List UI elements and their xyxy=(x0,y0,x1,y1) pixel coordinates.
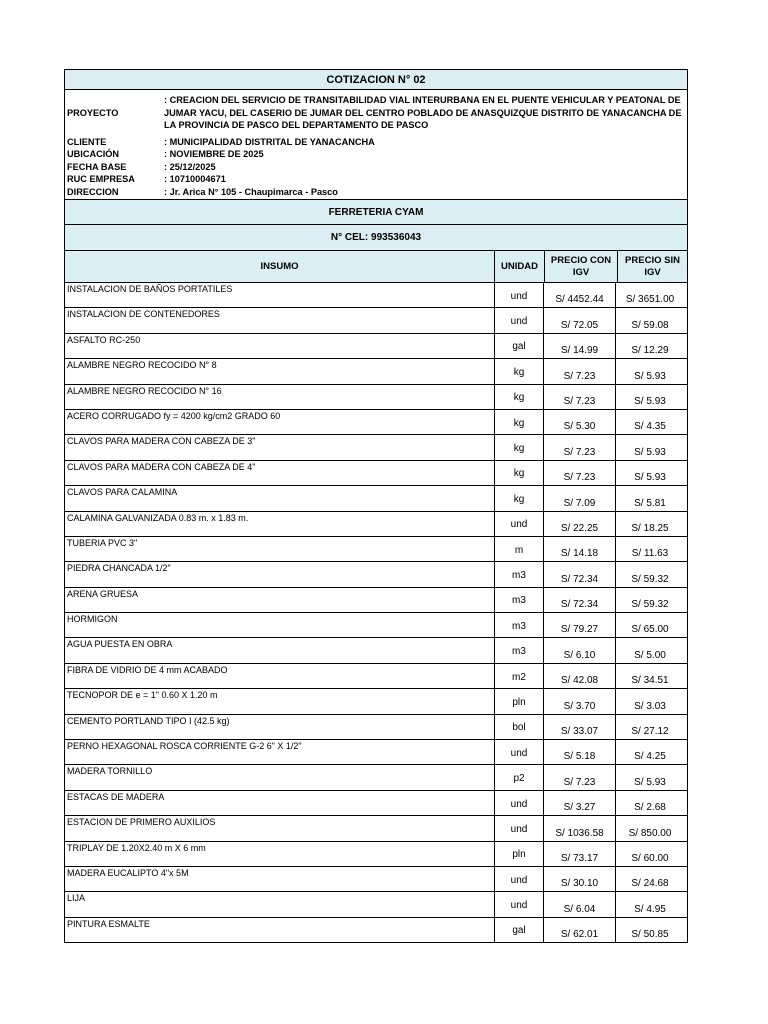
item-unidad: und xyxy=(494,816,543,840)
item-precio-con-igv: S/ 62.01 xyxy=(543,918,615,942)
item-precio-sin-igv: S/ 59.32 xyxy=(615,562,684,586)
fecha-label: FECHA BASE xyxy=(67,161,127,172)
item-insumo: ESTACION DE PRIMERO AUXILIOS xyxy=(67,817,216,828)
header-precio-sin-igv: PRECIO SIN IGV xyxy=(617,251,687,282)
fecha-value: : 25/12/2025 xyxy=(164,161,216,172)
info-row-cliente xyxy=(67,136,685,149)
table-row xyxy=(65,334,687,359)
ubicacion-label: UBICACIÓN xyxy=(67,149,120,159)
quotation-title: COTIZACION N° 02 xyxy=(65,69,687,90)
item-unidad: kg xyxy=(494,385,543,409)
item-unidad: und xyxy=(494,791,543,815)
item-insumo: ESTACAS DE MADERA xyxy=(67,791,165,802)
item-unidad: und xyxy=(494,283,543,307)
item-precio-con-igv: S/ 14.99 xyxy=(543,334,615,358)
info-row-ubicacion xyxy=(67,148,685,161)
item-unidad: pln xyxy=(494,842,543,866)
direccion-label: DIRECCION xyxy=(67,186,119,197)
item-precio-con-igv: S/ 22.25 xyxy=(543,512,615,536)
item-precio-sin-igv: S/ 59.08 xyxy=(615,308,684,332)
item-precio-sin-igv: S/ 5.93 xyxy=(615,359,684,383)
item-unidad: und xyxy=(494,512,543,536)
item-precio-con-igv: S/ 14.18 xyxy=(543,537,615,561)
table-row xyxy=(65,537,687,562)
item-unidad: m2 xyxy=(494,664,543,688)
item-unidad: kg xyxy=(494,486,543,510)
item-precio-con-igv: S/ 6.04 xyxy=(543,892,615,916)
table-row xyxy=(65,283,687,308)
item-insumo: TECNOPOR DE e = 1" 0.60 X 1.20 m xyxy=(67,690,218,701)
table-row xyxy=(65,867,687,892)
item-unidad: m xyxy=(494,537,543,561)
item-unidad: pln xyxy=(494,689,543,713)
header-unidad: UNIDAD xyxy=(494,251,544,282)
item-insumo: CLAVOS PARA CALAMINA xyxy=(67,487,178,498)
proyecto-label: PROYECTO xyxy=(67,107,119,118)
table-header xyxy=(65,251,687,283)
item-unidad: m3 xyxy=(494,562,543,586)
item-unidad: m3 xyxy=(494,588,543,612)
item-precio-sin-igv: S/ 3651.00 xyxy=(615,283,684,307)
company-name: FERRETERIA CYAM xyxy=(65,199,687,224)
table-row xyxy=(65,410,687,435)
table-row xyxy=(65,308,687,333)
item-insumo: ACERO CORRUGADO fy = 4200 kg/cm2 GRADO 60 xyxy=(67,410,281,421)
item-insumo: TRIPLAY DE 1.20X2.40 m X 6 mm xyxy=(67,842,206,853)
item-insumo: MADERA TORNILLO xyxy=(67,766,153,777)
table-row xyxy=(65,842,687,867)
table-row xyxy=(65,385,687,410)
item-unidad: m3 xyxy=(494,638,543,662)
table-row xyxy=(65,765,687,790)
project-info xyxy=(65,90,687,199)
item-precio-sin-igv: S/ 5.93 xyxy=(615,435,684,459)
info-row-direccion xyxy=(67,186,685,199)
table-row xyxy=(65,689,687,714)
item-insumo: ALAMBRE NEGRO RECOCIDO N° 8 xyxy=(67,360,217,371)
item-precio-sin-igv: S/ 34.51 xyxy=(615,664,684,688)
ubicacion-value: : NOVIEMBRE DE 2025 xyxy=(164,149,264,159)
item-precio-sin-igv: S/ 5.81 xyxy=(615,486,684,510)
table-row xyxy=(65,715,687,740)
item-insumo: CALAMINA GALVANIZADA 0.83 m. x 1.83 m. xyxy=(67,512,249,523)
item-insumo: INSTALACION DE BAÑOS PORTATILES xyxy=(67,284,233,294)
item-precio-sin-igv: S/ 4.95 xyxy=(615,892,684,916)
item-insumo: PINTURA ESMALTE xyxy=(67,918,150,929)
table-row xyxy=(65,461,687,486)
item-precio-sin-igv: S/ 5.93 xyxy=(615,765,684,789)
item-unidad: kg xyxy=(494,435,543,459)
item-precio-con-igv: S/ 30.10 xyxy=(543,867,615,891)
item-insumo: HORMIGON xyxy=(67,614,118,625)
item-precio-con-igv: S/ 4452.44 xyxy=(543,283,615,307)
item-unidad: und xyxy=(494,892,543,916)
item-precio-con-igv: S/ 7.23 xyxy=(543,385,615,409)
header-precio-con-igv: PRECIO CON IGV xyxy=(544,251,617,282)
item-precio-sin-igv: S/ 18.25 xyxy=(615,512,684,536)
item-precio-sin-igv: S/ 850.00 xyxy=(615,816,684,840)
item-precio-con-igv: S/ 33.07 xyxy=(543,715,615,739)
item-precio-con-igv: S/ 7.23 xyxy=(543,461,615,485)
table-row xyxy=(65,816,687,841)
item-precio-con-igv: S/ 72.05 xyxy=(543,308,615,332)
item-insumo: ALAMBRE NEGRO RECOCIDO N° 16 xyxy=(67,385,222,396)
item-insumo: FIBRA DE VIDRIO DE 4 mm ACABADO xyxy=(67,664,228,675)
item-precio-con-igv: S/ 7.23 xyxy=(543,359,615,383)
direccion-value: : Jr. Arica N° 105 - Chaupimarca - Pasco xyxy=(164,186,338,197)
item-precio-sin-igv: S/ 11.63 xyxy=(615,537,684,561)
item-insumo: TUBERIA PVC 3" xyxy=(67,537,138,548)
item-precio-sin-igv: S/ 3.03 xyxy=(615,689,684,713)
item-precio-sin-igv: S/ 2.68 xyxy=(615,791,684,815)
item-unidad: und xyxy=(494,867,543,891)
proyecto-value: : CREACION DEL SERVICIO DE TRANSITABILIDAD VIAL INTERURBANA EN EL PUENTE VEHICULAR Y PEATONAL DE JUMAR YACU, DEL CASERIO DE JUMAR DEL CENTRO POBLADO DE ANASQUIZQUE DISTRITO DE YANACANCHA DE LA PROVINCIA DE PASCO DEL DEPARTAMENTO DE PASCO xyxy=(164,95,682,130)
item-insumo: ASFALTO RC-250 xyxy=(67,334,141,345)
item-precio-sin-igv: S/ 5.00 xyxy=(615,638,684,662)
item-unidad: gal xyxy=(494,918,543,942)
table-row xyxy=(65,588,687,613)
item-unidad: und xyxy=(494,308,543,332)
item-precio-con-igv: S/ 7.23 xyxy=(543,765,615,789)
table-row xyxy=(65,562,687,587)
ruc-value: : 10710004671 xyxy=(164,174,226,184)
item-insumo: CLAVOS PARA MADERA CON CABEZA DE 3" xyxy=(67,436,256,447)
item-unidad: und xyxy=(494,740,543,764)
info-row-ruc xyxy=(67,173,685,186)
item-precio-con-igv: S/ 73.17 xyxy=(543,842,615,866)
info-row-proyecto xyxy=(67,94,685,132)
item-precio-sin-igv: S/ 4.25 xyxy=(615,740,684,764)
item-precio-con-igv: S/ 3.27 xyxy=(543,791,615,815)
item-insumo: CLAVOS PARA MADERA CON CABEZA DE 4" xyxy=(67,461,256,472)
item-unidad: m3 xyxy=(494,613,543,637)
item-insumo: ARENA GRUESA xyxy=(67,588,139,599)
item-precio-con-igv: S/ 6.10 xyxy=(543,638,615,662)
item-insumo: INSTALACION DE CONTENEDORES xyxy=(67,309,220,320)
item-precio-con-igv: S/ 7.23 xyxy=(543,435,615,459)
items-table-body xyxy=(65,283,687,943)
table-row xyxy=(65,892,687,917)
item-precio-sin-igv: S/ 4.35 xyxy=(615,410,684,434)
table-row xyxy=(65,918,687,943)
table-row xyxy=(65,664,687,689)
table-row xyxy=(65,359,687,384)
item-precio-sin-igv: S/ 5.93 xyxy=(615,385,684,409)
header-insumo: INSUMO xyxy=(260,260,299,272)
item-unidad: bol xyxy=(494,715,543,739)
item-precio-con-igv: S/ 42.08 xyxy=(543,664,615,688)
item-precio-sin-igv: S/ 65.00 xyxy=(615,613,684,637)
table-row xyxy=(65,740,687,765)
item-insumo: MADERA EUCALIPTO 4"x 5M xyxy=(67,867,189,878)
table-row xyxy=(65,512,687,537)
item-precio-con-igv: S/ 79.27 xyxy=(543,613,615,637)
item-precio-con-igv: S/ 3.70 xyxy=(543,689,615,713)
ruc-label: RUC EMPRESA xyxy=(67,174,135,184)
item-precio-sin-igv: S/ 24.68 xyxy=(615,867,684,891)
item-precio-con-igv: S/ 72.34 xyxy=(543,588,615,612)
table-row xyxy=(65,435,687,460)
item-precio-sin-igv: S/ 27.12 xyxy=(615,715,684,739)
item-insumo: AGUA PUESTA EN OBRA xyxy=(67,639,173,650)
quotation-sheet xyxy=(64,69,688,943)
item-insumo: PIEDRA CHANCADA 1/2" xyxy=(67,563,171,574)
item-insumo: CEMENTO PORTLAND TIPO I (42.5 kg) xyxy=(67,715,230,726)
item-precio-sin-igv: S/ 50.85 xyxy=(615,918,684,942)
item-unidad: p2 xyxy=(494,765,543,789)
table-row xyxy=(65,791,687,816)
item-unidad: kg xyxy=(494,461,543,485)
item-precio-con-igv: S/ 5.30 xyxy=(543,410,615,434)
item-unidad: kg xyxy=(494,359,543,383)
item-precio-sin-igv: S/ 60.00 xyxy=(615,842,684,866)
item-precio-sin-igv: S/ 12.29 xyxy=(615,334,684,358)
item-precio-con-igv: S/ 5.18 xyxy=(543,740,615,764)
item-precio-sin-igv: S/ 5.93 xyxy=(615,461,684,485)
table-row xyxy=(65,638,687,663)
company-phone: N° CEL: 993536043 xyxy=(65,224,687,251)
item-precio-con-igv: S/ 7.09 xyxy=(543,486,615,510)
item-unidad: gal xyxy=(494,334,543,358)
cliente-value: : MUNICIPALIDAD DISTRITAL DE YANACANCHA xyxy=(164,136,375,147)
item-insumo: LIJA xyxy=(67,893,86,904)
table-row xyxy=(65,613,687,638)
item-precio-con-igv: S/ 72.34 xyxy=(543,562,615,586)
info-row-fecha xyxy=(67,161,685,174)
item-precio-sin-igv: S/ 59.32 xyxy=(615,588,684,612)
item-precio-con-igv: S/ 1036.58 xyxy=(543,816,615,840)
item-unidad: kg xyxy=(494,410,543,434)
table-row xyxy=(65,486,687,511)
item-insumo: PERNO HEXAGONAL ROSCA CORRIENTE G-2 6" X 1/2" xyxy=(67,741,302,752)
cliente-label: CLIENTE xyxy=(67,136,107,147)
